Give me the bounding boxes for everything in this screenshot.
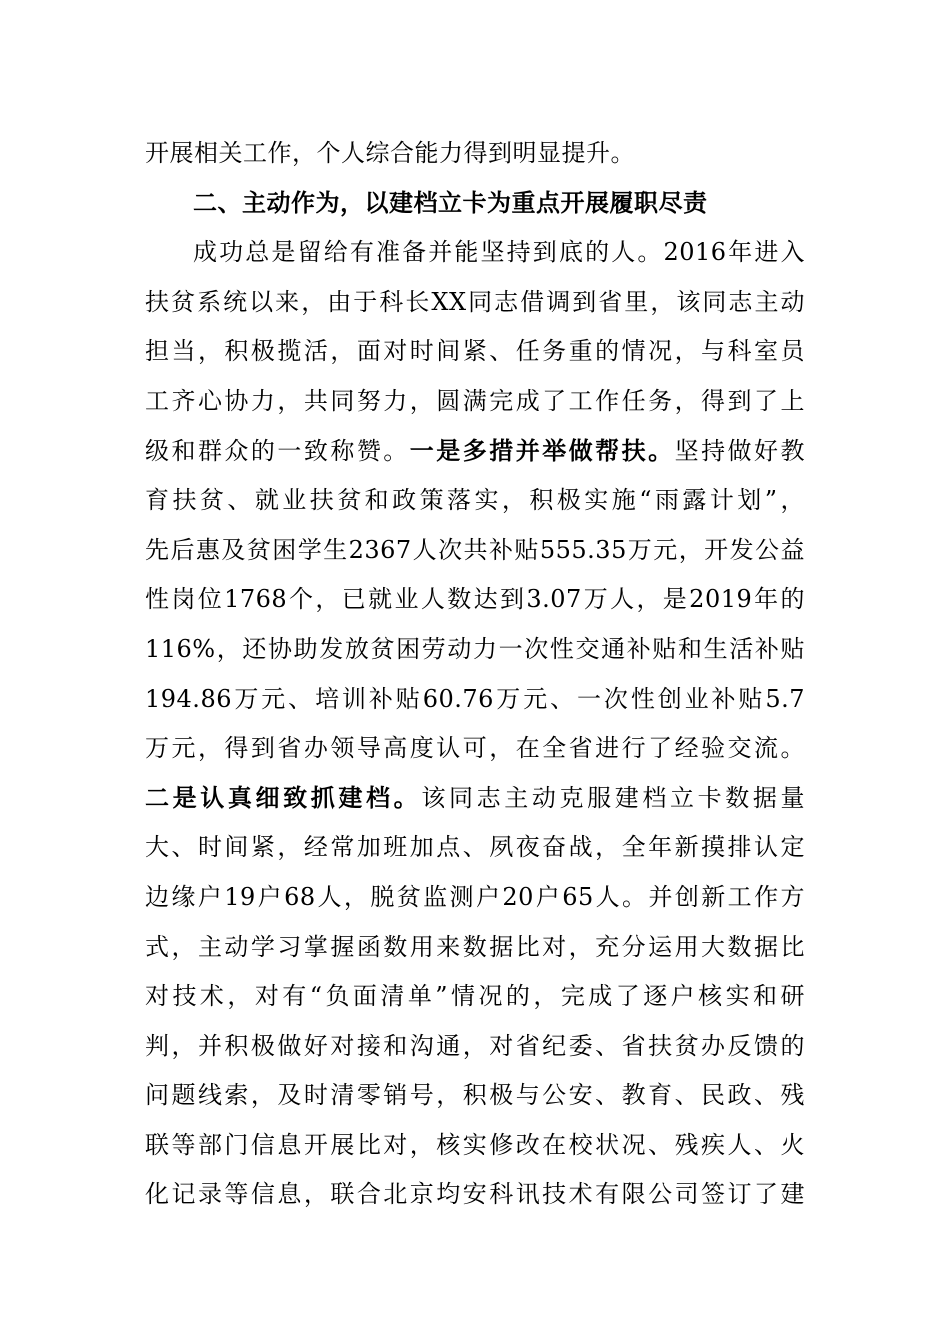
line-text: 坚持做好教 (674, 436, 805, 465)
paragraph-line: 判，并积极做好对接和沟通，对省纪委、省扶贫办反馈的 (145, 1031, 805, 1060)
document-body (145, 129, 805, 1220)
paragraph-line: 先后惠及贫困学生2367人次共补贴555.35万元，开发公益 (145, 535, 805, 564)
paragraph-line: 开展相关工作，个人综合能力得到明显提升。 (145, 139, 635, 167)
paragraph-line: 扶贫系统以来，由于科长XX同志借调到省里，该同志主动 (145, 287, 805, 316)
paragraph-line: 116%，还协助发放贫困劳动力一次性交通补贴和生活补贴 (145, 634, 805, 663)
paragraph-line: 边缘户19户68人，脱贫监测户20户65人。并创新工作方 (145, 882, 805, 911)
paragraph-line: 大、时间紧，经常加班加点、夙夜奋战，全年新摸排认定 (145, 833, 805, 862)
paragraph-line: 性岗位1768个，已就业人数达到3.07万人，是2019年的 (145, 585, 805, 614)
paragraph-line: 育扶贫、就业扶贫和政策落实，积极实施“雨露计划”， (145, 486, 805, 515)
paragraph-line: 万元，得到省办领导高度认可，在全省进行了经验交流。 (145, 734, 805, 763)
paragraph-line: 成功总是留给有准备并能坚持到底的人。2016年进入 (193, 238, 805, 267)
paragraph-line: 式，主动学习掌握函数用来数据比对，充分运用大数据比 (145, 932, 805, 961)
section-heading: 二、主动作为，以建档立卡为重点开展履职尽责 (193, 188, 708, 217)
paragraph-line: 化记录等信息，联合北京均安科讯技术有限公司签订了建 (145, 1180, 805, 1209)
bold-lead-in: 二是认真细致抓建档。 (145, 783, 422, 812)
paragraph-line: 联等部门信息开展比对，核实修改在校状况、残疾人、火 (145, 1130, 805, 1159)
line-text: 级和群众的一致称赞。 (145, 436, 410, 465)
paragraph-line: 对技术，对有“负面清单”情况的，完成了逐户核实和研 (145, 982, 805, 1011)
paragraph-line: 194.86万元、培训补贴60.76万元、一次性创业补贴5.7 (145, 684, 805, 713)
paragraph-line (145, 774, 805, 824)
paragraph-line (145, 427, 805, 477)
paragraph-line: 担当，积极揽活，面对时间紧、任务重的情况，与科室员 (145, 337, 805, 366)
line-text: 该同志主动克服建档立卡数据量 (421, 783, 805, 812)
paragraph-line: 问题线索，及时清零销号，积极与公安、教育、民政、残 (145, 1081, 805, 1110)
bold-lead-in: 一是多措并举做帮扶。 (409, 436, 675, 465)
paragraph-line: 工齐心协力，共同努力，圆满完成了工作任务，得到了上 (145, 386, 805, 415)
